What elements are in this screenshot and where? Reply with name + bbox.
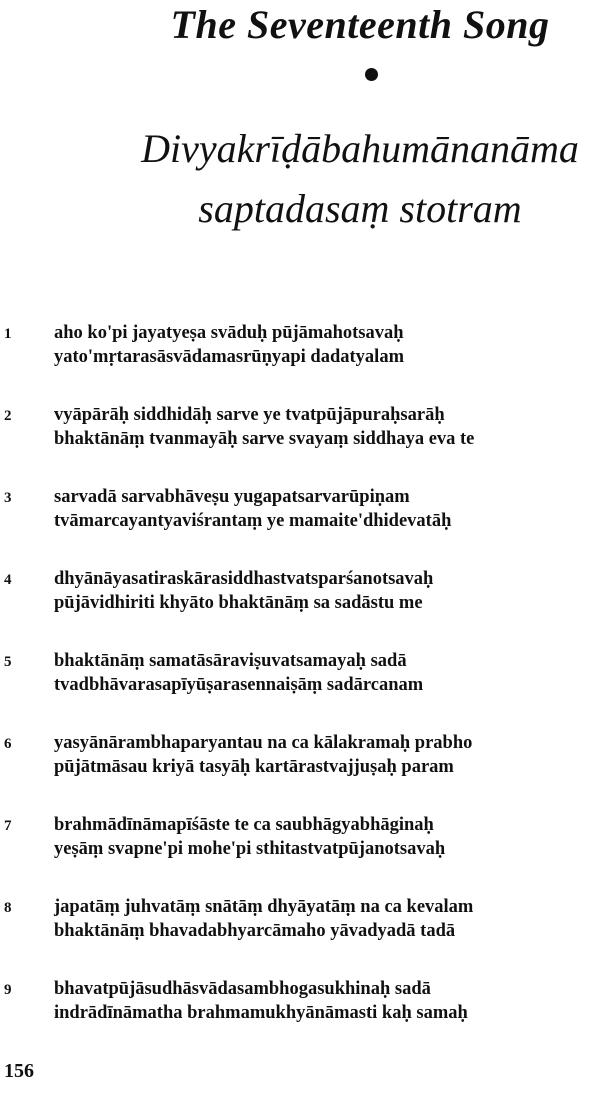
- verse-line-1: japatāṃ juhvatāṃ snātāṃ dhyāyatāṃ na ca kevalam: [54, 897, 474, 917]
- verse-line-1: bhaktānāṃ samatāsāraviṣuvatsamayaḥ sadā: [54, 651, 407, 671]
- verse-line-1: sarvadā sarvabhāveṣu yugapatsarvarūpiṇam: [54, 487, 410, 507]
- verse-line-2: tvadbhāvarasapīyūṣarasennaiṣāṃ sadārcanam: [54, 675, 424, 695]
- verse-line-1: vyāpārāḥ siddhidāḥ sarve ye tvatpūjāpuraḥsarāḥ: [54, 405, 445, 425]
- verse-line-1: yasyānārambhaparyantau na ca kālakramaḥ prabho: [54, 733, 473, 753]
- verse-line-1: dhyānāyasatiraskārasiddhastvatsparśanotsavaḥ: [54, 569, 434, 589]
- page-number: 156: [4, 1060, 34, 1082]
- verse-number: 3: [4, 490, 12, 506]
- verse-number: 4: [4, 572, 12, 588]
- verse-line-2: yeṣāṃ svapne'pi mohe'pi sthitastvatpūjanotsavaḥ: [54, 839, 446, 859]
- verse-number: 8: [4, 900, 12, 916]
- hymn-title-line-2: saptadasaṃ stotram: [198, 186, 522, 231]
- verse-line-2: yato'mṛtarasāsvādamasrūṇyapi dadatyalam: [54, 347, 404, 367]
- verse-line-2: indrādīnāmatha brahmamukhyānāmasti kaḥ samaḥ: [54, 1003, 468, 1023]
- bullet-separator: [365, 68, 378, 81]
- verse-line-1: aho ko'pi jayatyeṣa svāduḥ pūjāmahotsavaḥ: [54, 323, 404, 343]
- verse-line-2: pūjāvidhiriti khyāto bhaktānāṃ sa sadāstu me: [54, 593, 423, 613]
- verse-line-1: brahmādīnāmapīśāste te ca saubhāgyabhāginaḥ: [54, 815, 434, 835]
- verse-number: 2: [4, 408, 12, 424]
- verse-number: 9: [4, 982, 12, 998]
- verse-number: 5: [4, 654, 12, 670]
- verse-number: 1: [4, 326, 12, 342]
- verse-line-2: bhaktānāṃ bhavadabhyarcāmaho yāvadyadā tadā: [54, 921, 456, 941]
- verse-number: 6: [4, 736, 12, 752]
- verse-line-2: pūjātmāsau kriyā tasyāḥ kartārastvajjuṣaḥ param: [54, 757, 454, 777]
- song-title: The Seventeenth Song: [170, 2, 550, 47]
- verse-line-2: tvāmarcayantyaviśrantaṃ ye mamaite'dhidevatāḥ: [54, 511, 452, 531]
- verse-line-2: bhaktānāṃ tvanmayāḥ sarve svayaṃ siddhaya eva te: [54, 429, 475, 449]
- verse-number: 7: [4, 818, 12, 834]
- hymn-title-line-1: Divyakrīḍābahumānanāma: [141, 126, 579, 171]
- verse-line-1: bhavatpūjāsudhāsvādasambhogasukhinaḥ sadā: [54, 979, 431, 999]
